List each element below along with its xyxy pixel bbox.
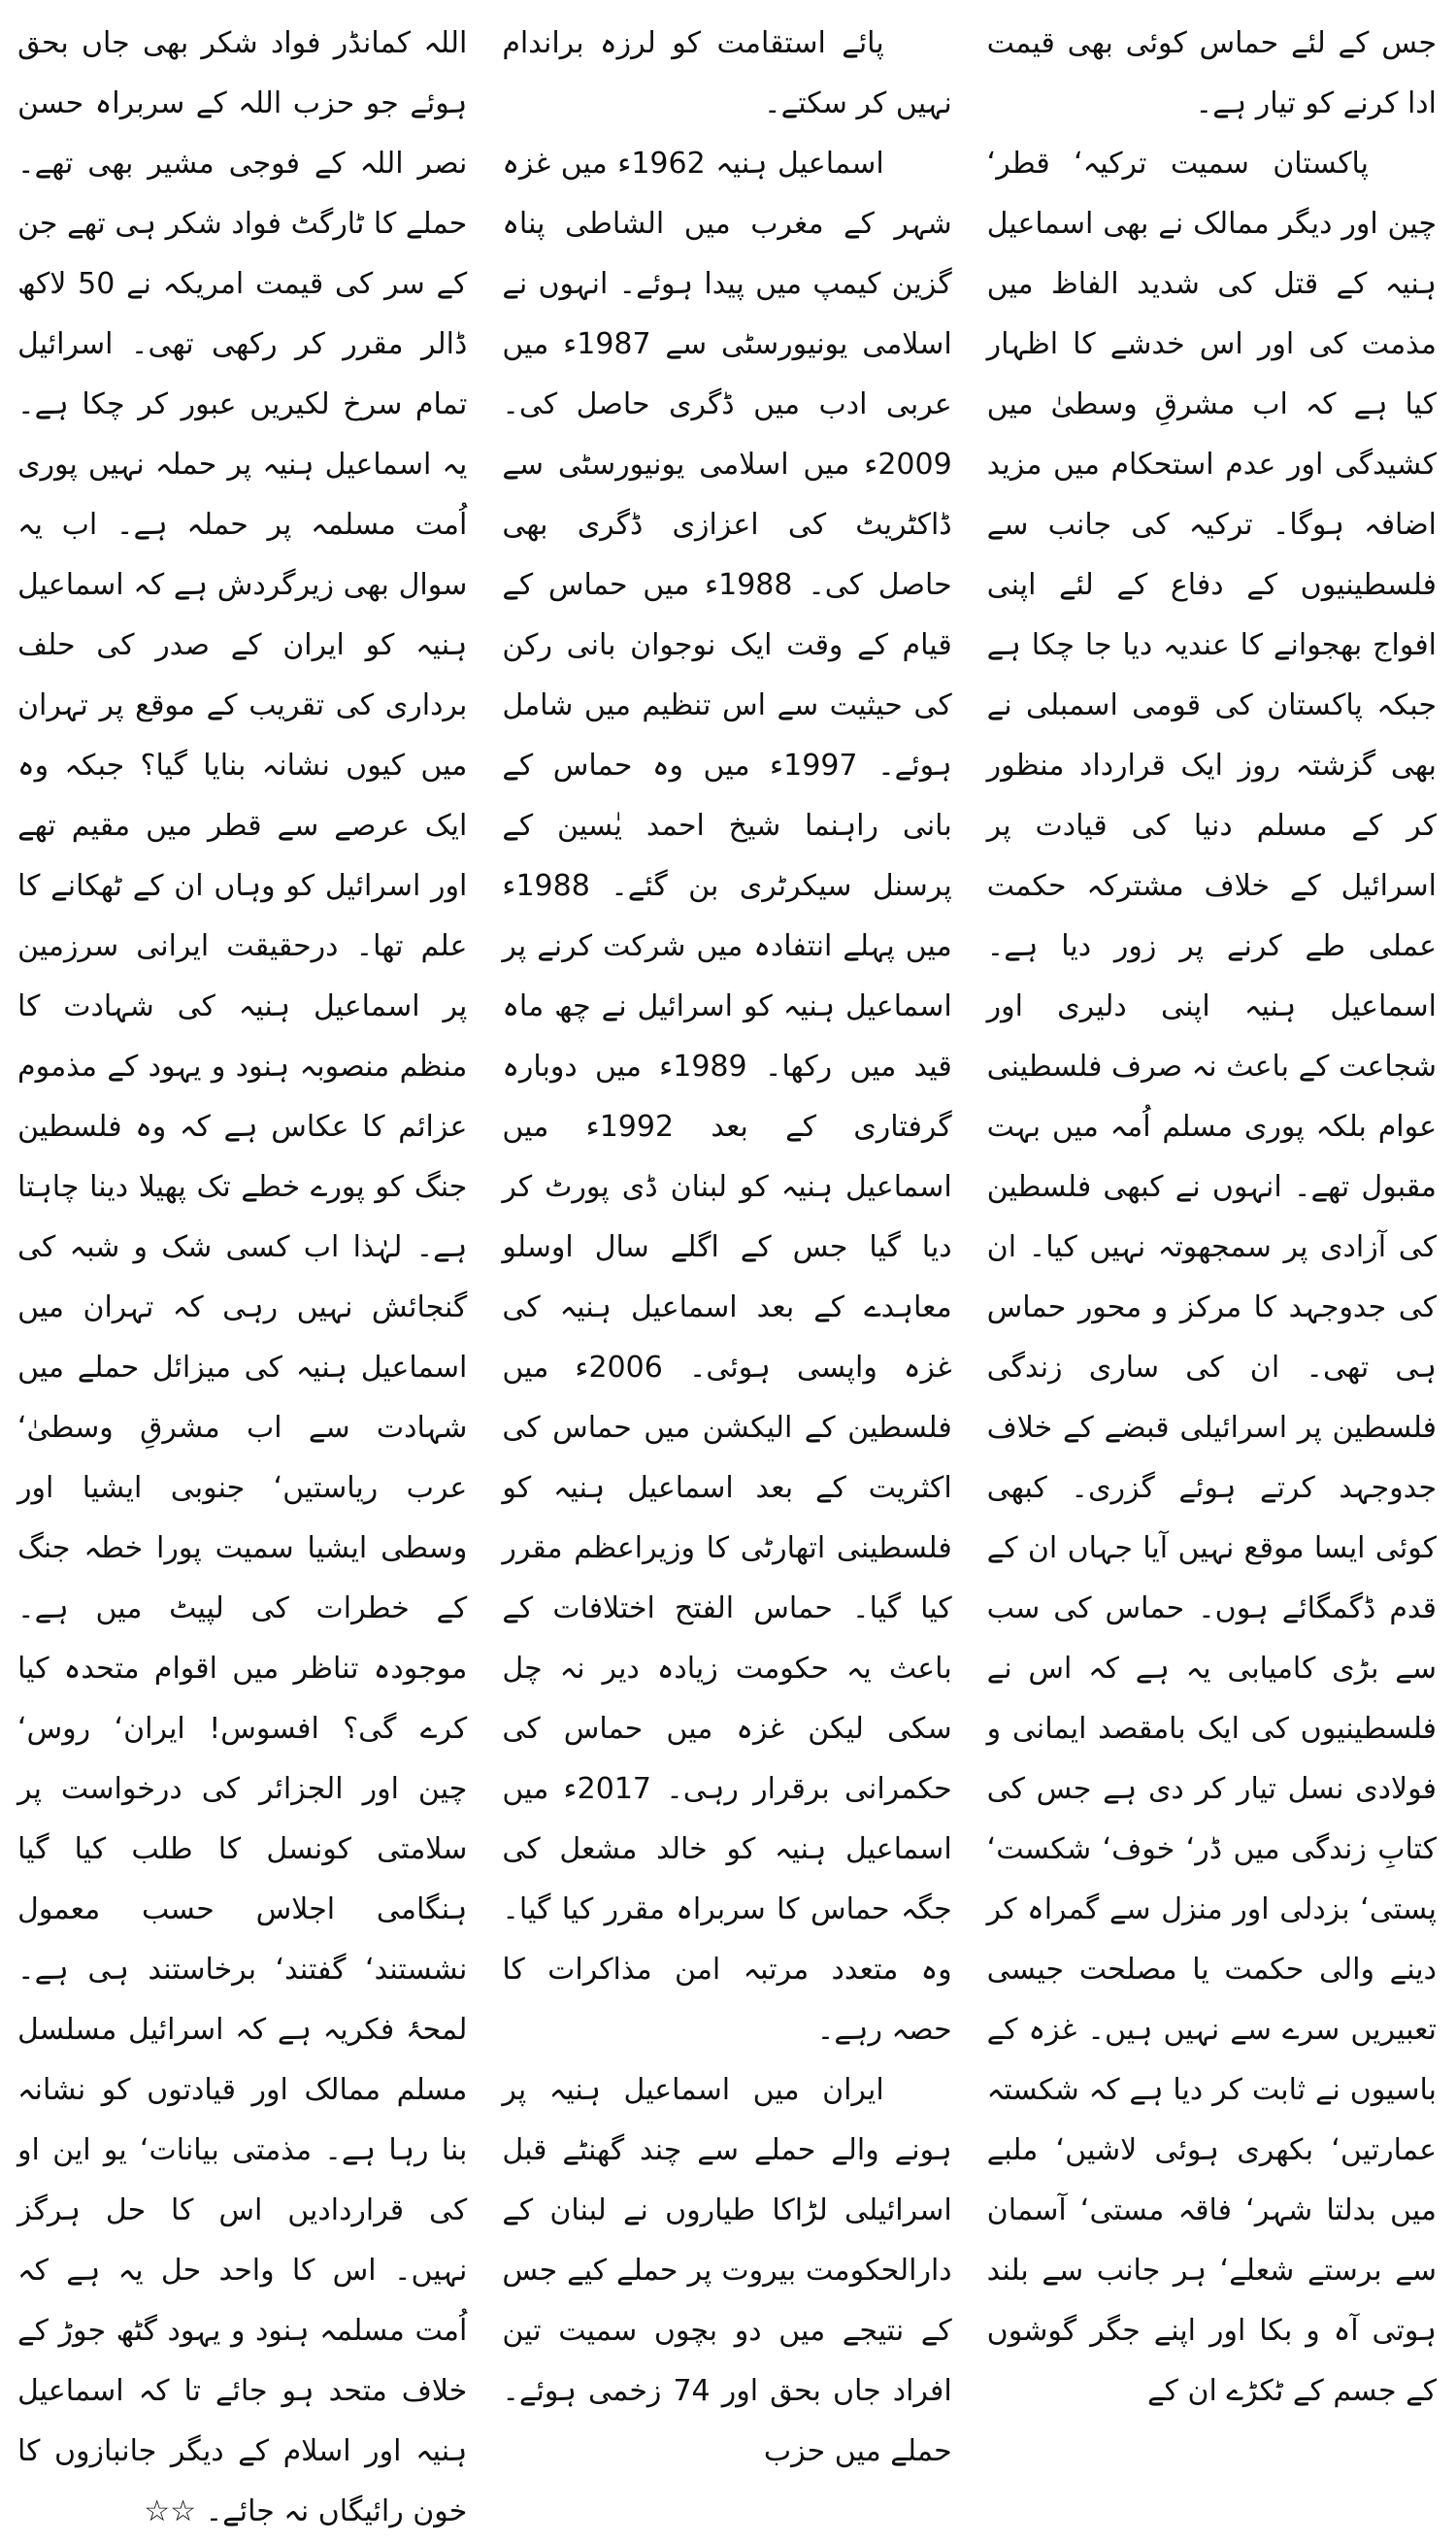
article-paragraph: پاکستان سمیت ترکیہ‘ قطر‘ چین اور دیگر ممالک نے بھی اسماعیل ہنیہ کے قتل کی شدید الفاظ میں مذمت کی اور اس خدشے کا اظہار کیا ہے کہ اب مشرقِ وسطیٰ میں کشیدگی اور عدم استحکام میں مزید اضافہ ہوگا۔ ترکیہ کی جانب سے فلسطینیوں کے دفاع کے لئے اپنی افواج بھجوانے کا عندیہ دیا جا چکا ہے جبکہ پاکستان کی قومی اسمبلی نے بھی گزشتہ روز ایک قرارداد منظور کر کے مسلم دنیا کی قیادت پر اسرائیل کے خلاف مشترکہ حکمت عملی طے کرنے پر زور دیا ہے۔ اسماعیل ہنیہ اپنی دلیری اور شجاعت کے باعث نہ صرف فلسطینی عوام بلکہ پوری مسلم اُمہ میں بہت مقبول تھے۔ انہوں نے کبھی فلسطین کی آزادی پر سمجھوتہ نہیں کیا۔ ان کی جدوجہد کا مرکز و محور حماس ہی تھی۔ ان کی ساری زندگی فلسطین پر اسرائیلی قبضے کے خلاف جدوجہد کرتے ہوئے گزری۔ کبھی کوئی ایسا موقع نہیں آیا جہاں ان کے قدم ڈگمگائے ہوں۔ حماس کی سب سے بڑی کامیابی یہ ہے کہ اس نے فلسطینیوں کی ایک بامقصد ایمانی و فولادی نسل تیار کر دی ہے جس کی کتابِ زندگی میں ڈر‘ خوف‘ شکست‘ پستی‘ بزدلی اور منزل سے گمراہ کر دینے والی حکمت یا مصلحت جیسی تعبیریں سرے سے نہیں ہیں۔ غزہ کے باسیوں نے ثابت کر دیا ہے کہ شکستہ عمارتیں‘ بکھری ہوئی لاشیں‘ ملبے میں بدلتا شہر‘ فاقہ مستی‘ آسمان سے برستے شعلے‘ ہر جانب سے بلند ہوتی آہ و بکا اور اپنے جگر گوشوں کے جسم کے ٹکڑے ان کے xyxy=(986,147,1437,2408)
article-column-left xyxy=(17,14,468,2528)
article-paragraph: اسماعیل ہنیہ 1962ء میں غزہ شہر کے مغرب میں الشاطی پناہ گزین کیمپ میں پیدا ہوئے۔ انہوں نے اسلامی یونیورسٹی سے 1987ء میں عربی ادب میں ڈگری حاصل کی۔ 2009ء میں اسلامی یونیورسٹی سے ڈاکٹریٹ کی اعزازی ڈگری بھی حاصل کی۔ 1988ء میں حماس کے قیام کے وقت ایک نوجوان بانی رکن کی حیثیت سے اس تنظیم میں شامل ہوئے۔ 1997ء میں وہ حماس کے بانی راہنما شیخ احمد یٰسین کے پرسنل سیکرٹری بن گئے۔ 1988ء میں پہلے انتفادہ میں شرکت کرنے پر اسماعیل ہنیہ کو اسرائیل نے چھ ماہ قید میں رکھا۔ 1989ء میں دوبارہ گرفتاری کے بعد 1992ء میں اسماعیل ہنیہ کو لبنان ڈی پورٹ کر دیا گیا جس کے اگلے سال اوسلو معاہدے کے بعد اسماعیل ہنیہ کی غزہ واپسی ہوئی۔ 2006ء میں فلسطین کے الیکشن میں حماس کی اکثریت کے بعد اسماعیل ہنیہ کو فلسطینی اتھارٹی کا وزیراعظم مقرر کیا گیا۔ حماس الفتح اختلافات کے باعث یہ حکومت زیادہ دیر نہ چل سکی لیکن غزہ میں حماس کی حکمرانی برقرار رہی۔ 2017ء میں اسماعیل ہنیہ کو خالد مشعل کی جگہ حماس کا سربراہ مقرر کیا گیا۔ وہ متعدد مرتبہ امن مذاکرات کا حصہ رہے۔ xyxy=(502,147,952,2047)
article-paragraph: پائے استقامت کو لرزہ براندام نہیں کر سکتے۔ xyxy=(502,26,952,120)
article-paragraph: جس کے لئے حماس کوئی بھی قیمت ادا کرنے کو تیار ہے۔ xyxy=(986,26,1437,120)
article-column-middle xyxy=(502,14,952,2468)
article-paragraph: اللہ کمانڈر فواد شکر بھی جاں بحق ہوئے جو حزب اللہ کے سربراہ حسن نصر اللہ کے فوجی مشیر بھی تھے۔ حملے کا ٹارگٹ فواد شکر ہی تھے جن کے سر کی قیمت امریکہ نے 50 لاکھ ڈالر مقرر کر رکھی تھی۔ اسرائیل تمام سرخ لکیریں عبور کر چکا ہے۔ یہ اسماعیل ہنیہ پر حملہ نہیں پوری اُمت مسلمہ پر حملہ ہے۔ اب یہ سوال بھی زیرگردش ہے کہ اسماعیل ہنیہ کو ایران کے صدر کی حلف برداری کی تقریب کے موقع پر تہران میں کیوں نشانہ بنایا گیا؟ جبکہ وہ ایک عرصے سے قطر میں مقیم تھے اور اسرائیل کو وہاں ان کے ٹھکانے کا علم تھا۔ درحقیقت ایرانی سرزمین پر اسماعیل ہنیہ کی شہادت کا منظم منصوبہ ہنود و یہود کے مذموم عزائم کا عکاس ہے کہ وہ فلسطین جنگ کو پورے خطے تک پھیلا دینا چاہتا ہے۔ لہٰذا اب کسی شک و شبہ کی گنجائش نہیں رہی کہ تہران میں اسماعیل ہنیہ کی میزائل حملے میں شہادت سے اب مشرقِ وسطیٰ‘ عرب ریاستیں‘ جنوبی ایشیا اور وسطی ایشیا سمیت پورا خطہ جنگ کے خطرات کی لپیٹ میں ہے۔ موجودہ تناظر میں اقوام متحدہ کیا کرے گی؟ افسوس! ایران‘ روس‘ چین اور الجزائر کی درخواست پر سلامتی کونسل کا طلب کیا گیا ہنگامی اجلاس حسب معمول نشستند‘ گفتند‘ برخاستند ہی ہے۔ لمحۂ فکریہ ہے کہ اسرائیل مسلسل مسلم ممالک اور قیادتوں کو نشانہ بنا رہا ہے۔ مذمتی بیانات‘ یو این او کی قراردادیں اس کا حل ہرگز نہیں۔ اس کا واحد حل یہ ہے کہ اُمت مسلمہ ہنود و یہود گٹھ جوڑ کے خلاف متحد ہو جائے تا کہ اسماعیل ہنیہ اور اسلام کے دیگر جانبازوں کا خون رائیگاں نہ جائے۔ ☆☆ xyxy=(17,26,468,2528)
article-column-right xyxy=(986,14,1437,2408)
article-paragraph: ایران میں اسماعیل ہنیہ پر ہونے والے حملے سے چند گھنٹے قبل اسرائیلی لڑاکا طیاروں نے لبنان کے دارالحکومت بیروت پر حملے کیے جس کے نتیجے میں دو بچوں سمیت تین افراد جاں بحق اور 74 زخمی ہوئے۔ حملے میں حزب xyxy=(502,2073,952,2468)
newspaper-page xyxy=(17,14,1437,2528)
